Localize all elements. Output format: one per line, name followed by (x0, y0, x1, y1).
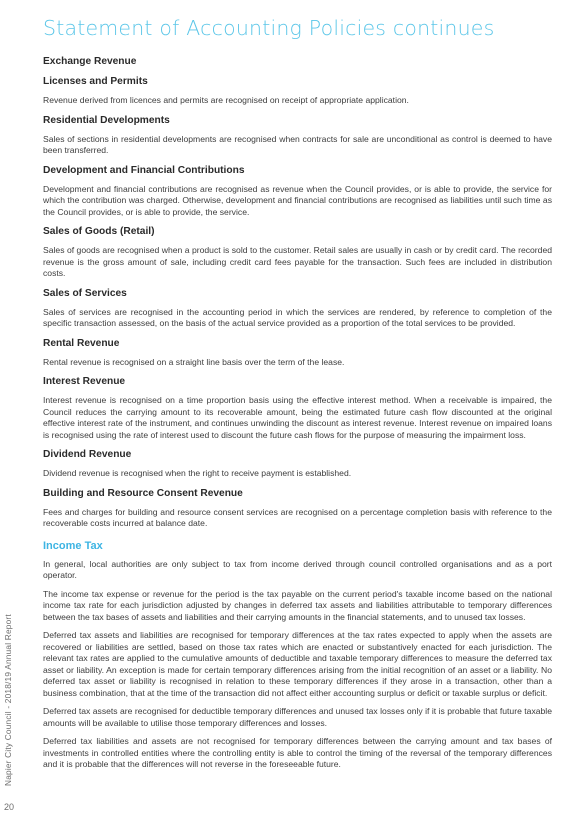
section-paragraph: Fees and charges for building and resource consent services are recognised on a percentage completion basis with reference to the recoverable costs incurred at balance date. (43, 506, 552, 528)
page-number: 20 (4, 802, 15, 812)
policy-section (43, 114, 552, 157)
income-tax-paragraph: Deferred tax assets are recognised for deductible temporary differences and unused tax losses only if it is probable that future taxable amounts will be available to utilise those temporary differences and losses. (43, 706, 552, 728)
section-heading: Residential Developments (43, 114, 170, 126)
income-tax-paragraph: Deferred tax assets and liabilities are recognised for temporary differences at the tax rates expected to apply when the assets are recovered or liabilities are settled, based on those tax rates which are enacted or substantively enacted for each jurisdiction. The relevant tax rates are applied to the cumulative amounts of deductible and taxable temporary differences to measure the deferred tax asset or liability. An exception is made for certain temporary differences arising from the initial recognition of an asset or a liability. No deferred tax asset or liability is recognised in relation to these temporary differences if they arose in a transaction, other than a business combination, that at the time of the transaction did not affect either accounting surplus or deficit or taxable surplus or deficit. (43, 630, 552, 698)
policy-section (43, 337, 552, 369)
section-heading: Licenses and Permits (43, 76, 148, 87)
policy-section (43, 487, 552, 530)
section-paragraph: Rental revenue is recognised on a straight line basis over the term of the lease. (43, 356, 345, 367)
section-paragraph: Revenue derived from licences and permits are recognised on receipt of appropriate application. (43, 95, 409, 105)
section-heading: Dividend Revenue (43, 449, 132, 460)
section-paragraph: Development and financial contributions are recognised as revenue when the Council provides, or is able to provide, the service for which the contribution was charged. Otherwise, development and financial contributions are recognised as liabilities until such time as the Council provides, or is able to provide, the service. (43, 183, 552, 217)
section-heading: Sales of Goods (Retail) (43, 226, 155, 237)
income-tax-paragraph: The income tax expense or revenue for the period is the tax payable on the current period's taxable income based on the national income tax rate for each jurisdiction adjusted by changes in deferred tax assets and liabilities attributable to temporary differences between the tax bases of assets and liabilities and their carrying amounts in the financial statements, and to unused tax losses. (43, 588, 552, 622)
income-tax-section (43, 540, 552, 771)
income-tax-heading: Income Tax (43, 539, 103, 552)
section-paragraph: Sales of sections in residential developments are recognised when contracts for sale are unconditional as control is deemed to have been transferred. (43, 133, 552, 155)
section-paragraph: Sales of goods are recognised when a product is sold to the customer. Retail sales are usually in cash or by credit card. The recorded revenue is the gross amount of sale, including credit card fees payable for the transaction. Such fees are included in distribution costs. (43, 245, 552, 278)
exchange-revenue-heading: Exchange Revenue (43, 56, 137, 67)
section-paragraph: Sales of services are recognised in the accounting period in which the services are rendered, by reference to completion of the specific transaction assessed, on the basis of the actual service provided as a proportion of the total services to be provided. (43, 306, 552, 328)
policy-section (43, 287, 552, 330)
policy-section (43, 448, 552, 480)
income-tax-paragraph: In general, local authorities are only subject to tax from income derived through council controlled organisations and as a port operator. (43, 558, 552, 580)
policy-section (43, 375, 552, 441)
section-heading: Development and Financial Contributions (43, 164, 245, 176)
report-side-label: Napier City Council - 2018/19 Annual Report (3, 614, 13, 786)
policy-section (43, 164, 552, 219)
page-title: Statement of Accounting Policies continues (43, 16, 495, 40)
section-paragraph: Dividend revenue is recognised when the right to receive payment is established. (43, 468, 352, 478)
document-body (43, 55, 552, 778)
policy-section (43, 75, 552, 107)
section-heading: Interest Revenue (43, 376, 126, 387)
section-heading: Rental Revenue (43, 337, 120, 349)
policy-section (43, 225, 552, 280)
income-tax-paragraph: Deferred tax liabilities and assets are not recognised for temporary differences between the carrying amount and tax bases of investments in controlled entities where the controlling entity is able to control the timing of the reversal of the temporary differences and it is probable that the differences will not reverse in the foreseeable future. (43, 736, 552, 769)
section-heading: Building and Resource Consent Revenue (43, 487, 243, 499)
section-heading: Sales of Services (43, 287, 127, 299)
section-paragraph: Interest revenue is recognised on a time proportion basis using the effective interest method. When a receivable is impaired, the Council reduces the carrying amount to its recoverable amount, being the estimated future cash flow discounted at the original effective interest rate of the instrument, and continues unwinding the discount as interest revenue. Interest revenue on impaired loans is recognised using the rate of interest used to discount the future cash flows for the purpose of measuring the impairment loss. (43, 395, 552, 440)
